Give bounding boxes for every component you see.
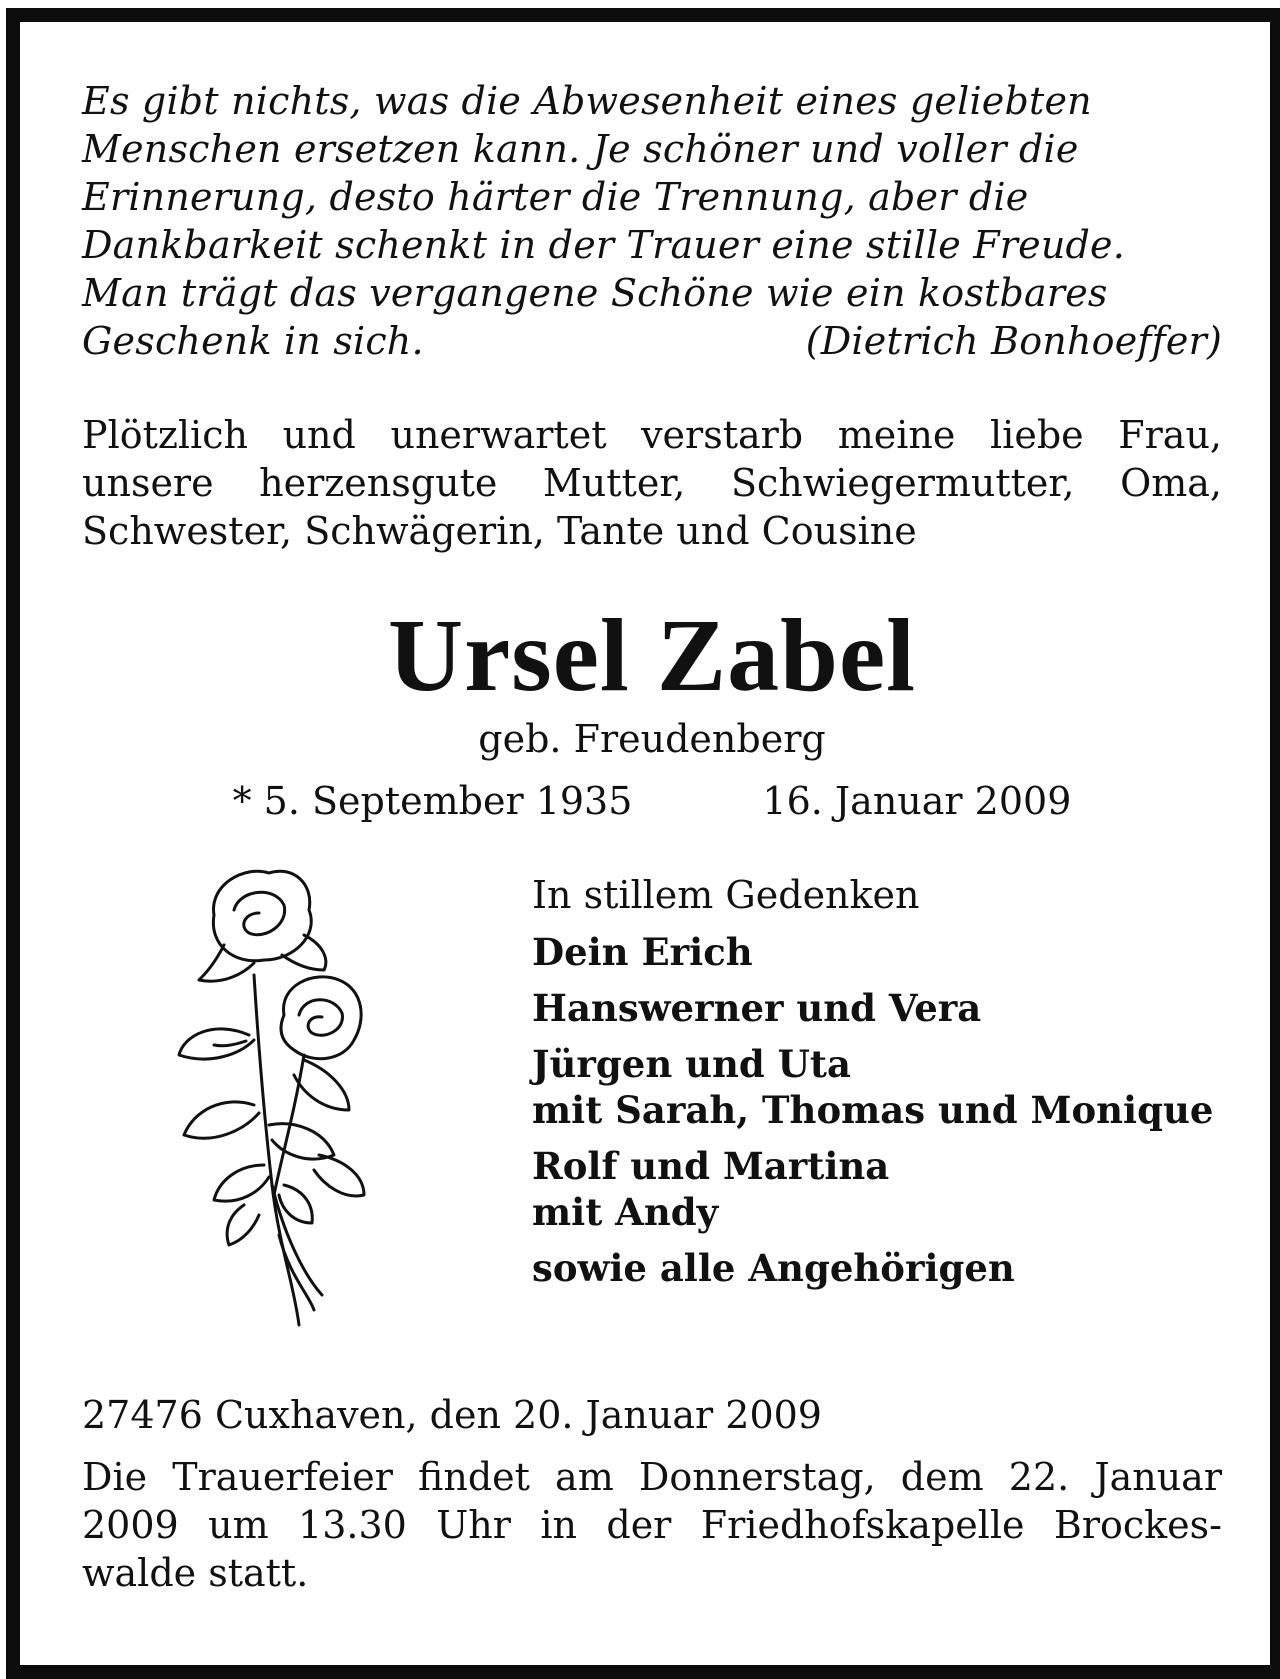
life-dates	[82, 779, 1222, 823]
mourner-group	[532, 1245, 1232, 1291]
bonhoeffer-quote	[82, 77, 1222, 365]
funeral-line: walde statt.	[82, 1551, 309, 1595]
obituary-content	[82, 77, 1222, 1597]
intro-line: unsere herzensgute Mutter, Schwiegermutter, Oma,	[82, 461, 1222, 505]
mourner-line: Hanswerner und Vera	[532, 986, 982, 1030]
mourner-line: Rolf und Martina	[532, 1144, 890, 1188]
quote-last-line	[82, 317, 1222, 365]
announcement-intro	[82, 411, 1222, 555]
intro-line: Schwester, Schwägerin, Tante und Cousine	[82, 509, 917, 553]
rose-icon	[154, 855, 384, 1345]
quote-line: Es gibt nichts, was die Abwesenheit eines geliebten	[82, 79, 1092, 123]
mourner-group	[532, 985, 1232, 1031]
mourner-line: Dein Erich	[532, 930, 753, 974]
mourner-line: mit Sarah, Thomas und Monique	[532, 1088, 1214, 1132]
quote-author: (Dietrich Bonhoeffer)	[805, 319, 1222, 363]
birth-name: geb. Freudenberg	[478, 717, 826, 761]
mourners-list	[532, 873, 1232, 1301]
mourner-line: sowie alle Angehörigen	[532, 1246, 1015, 1290]
funeral-notice	[82, 1453, 1222, 1597]
mourner-line: mit Andy	[532, 1190, 719, 1234]
mourners-section	[82, 855, 1222, 1345]
death-date: 16. Januar 2009	[762, 779, 1072, 823]
quote-line: Dankbarkeit schenkt in der Trauer eine stille Freude.	[82, 223, 1125, 267]
quote-line: Man trägt das vergangene Schöne wie ein kostbares	[82, 271, 1108, 315]
place-and-date: 27476 Cuxhaven, den 20. Januar 2009	[82, 1393, 822, 1437]
mourner-group	[532, 1143, 1232, 1235]
deceased-name: Ursel Zabel	[387, 598, 917, 713]
mourners-heading: In stillem Gedenken	[532, 873, 920, 917]
mourner-group	[532, 1041, 1232, 1133]
quote-line: Erinnerung, desto härter die Trennung, aber die	[82, 175, 1029, 219]
funeral-line: 2009 um 13.30 Uhr in der Friedhofskapelle Brockes-	[82, 1503, 1222, 1547]
quote-line: Geschenk in sich.	[82, 319, 424, 363]
obituary-frame	[6, 8, 1280, 1679]
mourner-line: Jürgen und Uta	[532, 1042, 851, 1086]
intro-line: Plötzlich und unerwartet verstarb meine liebe Frau,	[82, 413, 1222, 457]
mourner-group	[532, 929, 1232, 975]
funeral-line: Die Trauerfeier findet am Donnerstag, dem 22. Januar	[82, 1455, 1222, 1499]
quote-line: Menschen ersetzen kann. Je schöner und voller die	[82, 127, 1079, 171]
birth-date: * 5. September 1935	[232, 779, 633, 823]
